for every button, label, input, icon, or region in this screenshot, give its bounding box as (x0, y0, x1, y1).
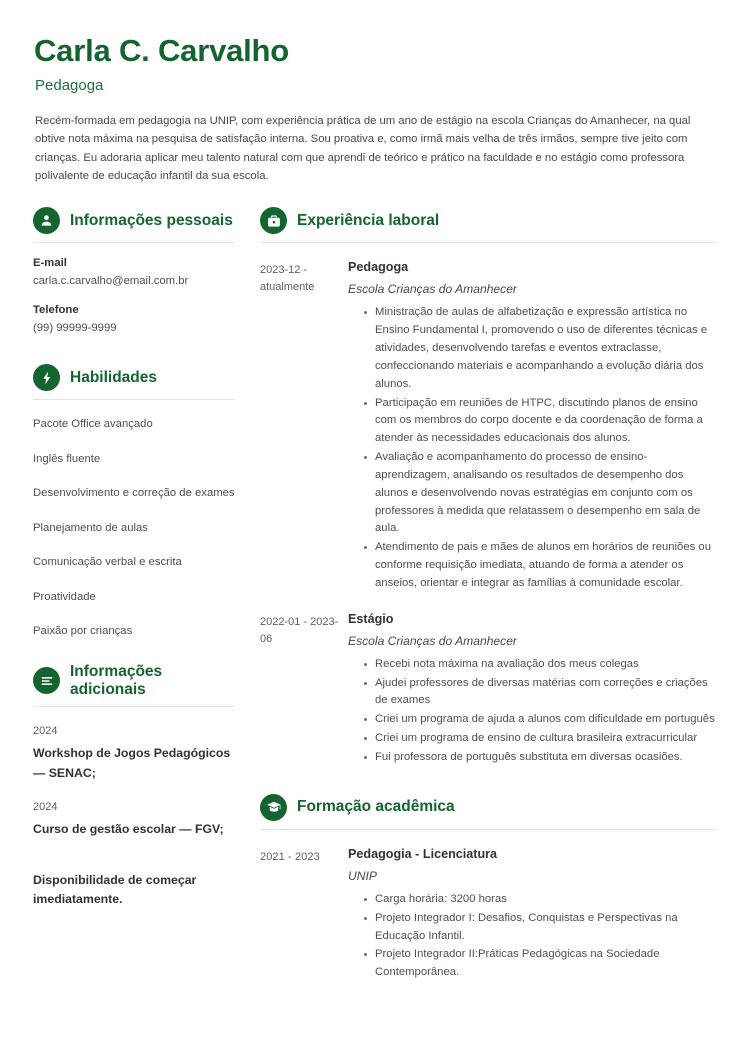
professional-summary: Recém-formada em pedagogia na UNIP, com experiência prática de um ano de estágio na escola Crianças do Amanhecer, na qual obtive nota máxima na pesquisa de satisfação interna. Sou proativa e, como irmã mais velha de três irmãos, sempre tive jeito com crianças. Eu adoraria aplicar meu talento natural com que aprendi de teórico e prático na faculdade e no estágio como professora polivalente de educação infantil da sua escola. (35, 115, 691, 182)
left-column (33, 207, 245, 912)
bullet-item: Ministração de aulas de alfabetização e expressão artística no Ensino Fundamental I, promovendo o uso de diferentes técnicas e atividades, desenvolvendo tarefas e eventos extraclasse, confeccionando materiais e acompanhando a evolução diária dos alunos. (364, 304, 717, 393)
education-entry (260, 847, 717, 983)
additional-entry (33, 801, 235, 839)
section-divider (260, 242, 717, 243)
entry-text: Workshop de Jogos Pedagógicos — SENAC; (33, 746, 231, 780)
section-divider (260, 829, 717, 830)
section-divider (33, 399, 235, 400)
bullet-item: Projeto Integrador II:Práticas Pedagógicas na Sociedade Contemporânea. (364, 946, 717, 982)
section-education (260, 794, 717, 983)
bullet-item: Carga horária: 3200 horas (364, 891, 717, 909)
field-value: (99) 99999-9999 (33, 321, 117, 334)
full-name: Carla C. Carvalho (34, 33, 290, 68)
entry-text: Curso de gestão escolar — FGV; (33, 821, 224, 836)
entry-organization: Escola Crianças do Amanhecer (348, 633, 517, 648)
list-item: Proatividade (33, 590, 96, 603)
info-field-email (33, 257, 235, 289)
section-title: Informações pessoais (70, 211, 233, 229)
section-title: Habilidades (70, 368, 157, 386)
entry-role: Estágio (348, 611, 394, 626)
entry-bullets (348, 891, 717, 982)
experience-entry (260, 260, 717, 594)
section-header (260, 207, 717, 240)
field-label: Telefone (33, 303, 79, 316)
entry-year: 2024 (33, 725, 58, 738)
section-title: Informações adicionais (70, 662, 163, 698)
lightning-bolt-icon (33, 364, 60, 391)
bullet-item: Criei um programa de ajuda a alunos com dificuldade em português (364, 711, 717, 729)
section-divider (33, 242, 235, 243)
resume-columns (33, 207, 717, 987)
entry-dates: 2022-01 - 2023-06 (260, 615, 339, 645)
bullet-item: Projeto Integrador I: Desafios, Conquistas e Perspectivas na Educação Infantil. (364, 910, 717, 946)
bullet-item: Criei um programa de ensino de cultura brasileira extracurricular (364, 730, 717, 748)
entry-body (345, 612, 717, 768)
section-personal-info (33, 207, 235, 336)
job-title: Pedagoga (35, 77, 104, 95)
availability-note: Disponibilidade de começar imediatamente. (33, 872, 197, 906)
person-icon (33, 207, 60, 234)
list-lines-icon (33, 667, 60, 694)
info-field-phone (33, 304, 235, 336)
section-header (260, 794, 717, 827)
list-item: Inglês fluente (33, 452, 101, 465)
list-item: Pacote Office avançado (33, 418, 153, 431)
list-item: Planejamento de aulas (33, 521, 148, 534)
entry-institution: UNIP (348, 868, 377, 883)
briefcase-icon (260, 207, 287, 234)
entry-organization: Escola Crianças do Amanhecer (348, 282, 517, 297)
bullet-item: Participação em reuniões de HTPC, discutindo planos de ensino com os membros do corpo docente e da coordenação de forma a atender às necessidades educacionais dos alunos. (364, 395, 717, 449)
section-header (33, 364, 235, 397)
bullet-item: Fui professora de português substituta em diversas ocasiões. (364, 749, 717, 767)
section-header (33, 207, 235, 240)
skills-list (33, 416, 235, 641)
entry-year: 2024 (33, 800, 58, 813)
resume-header (33, 34, 717, 185)
entry-degree: Pedagogia - Licenciatura (348, 846, 498, 861)
bullet-item: Avaliação e acompanhamento do processo de ensino-aprendizagem, analisando os resultados de desempenho dos alunos e desenvolvendo novas estratégias em conjunto com os professores à medida que relatassem o desempenho em sala de aula. (364, 449, 717, 538)
section-experience (260, 207, 717, 768)
field-label: E-mail (33, 257, 67, 270)
section-header (33, 663, 235, 705)
section-additional-info (33, 663, 235, 909)
entry-body (345, 260, 717, 594)
list-item: Desenvolvimento e correção de exames (33, 487, 235, 500)
section-divider (33, 706, 235, 707)
entry-bullets (348, 656, 717, 767)
additional-entry (33, 725, 235, 782)
right-column (245, 207, 717, 987)
bullet-item: Atendimento de pais e mães de alunos em horários de reuniões ou conforme requisição imediata, atuando de forma a atender os anseios, orientar e integrar as famílias à comunidade escolar. (364, 539, 717, 593)
entry-dates: 2023-12 - atualmente (260, 264, 315, 293)
entry-role: Pedagoga (348, 260, 409, 275)
section-title: Experiência laboral (297, 211, 440, 229)
list-item: Comunicação verbal e escrita (33, 556, 182, 569)
bullet-item: Recebi nota máxima na avaliação dos meus colegas (364, 656, 717, 674)
list-item: Paixão por crianças (33, 625, 133, 638)
section-title: Formação acadêmica (297, 798, 455, 816)
bullet-item: Ajudei professores de diversas matérias com correções e criações de exames (364, 675, 717, 711)
field-value: carla.c.carvalho@email.com.br (33, 275, 189, 288)
graduation-cap-icon (260, 794, 287, 821)
entry-body (345, 847, 717, 983)
entry-bullets (348, 304, 717, 593)
experience-entry (260, 612, 717, 768)
section-skills (33, 364, 235, 641)
entry-dates: 2021 - 2023 (260, 850, 320, 863)
